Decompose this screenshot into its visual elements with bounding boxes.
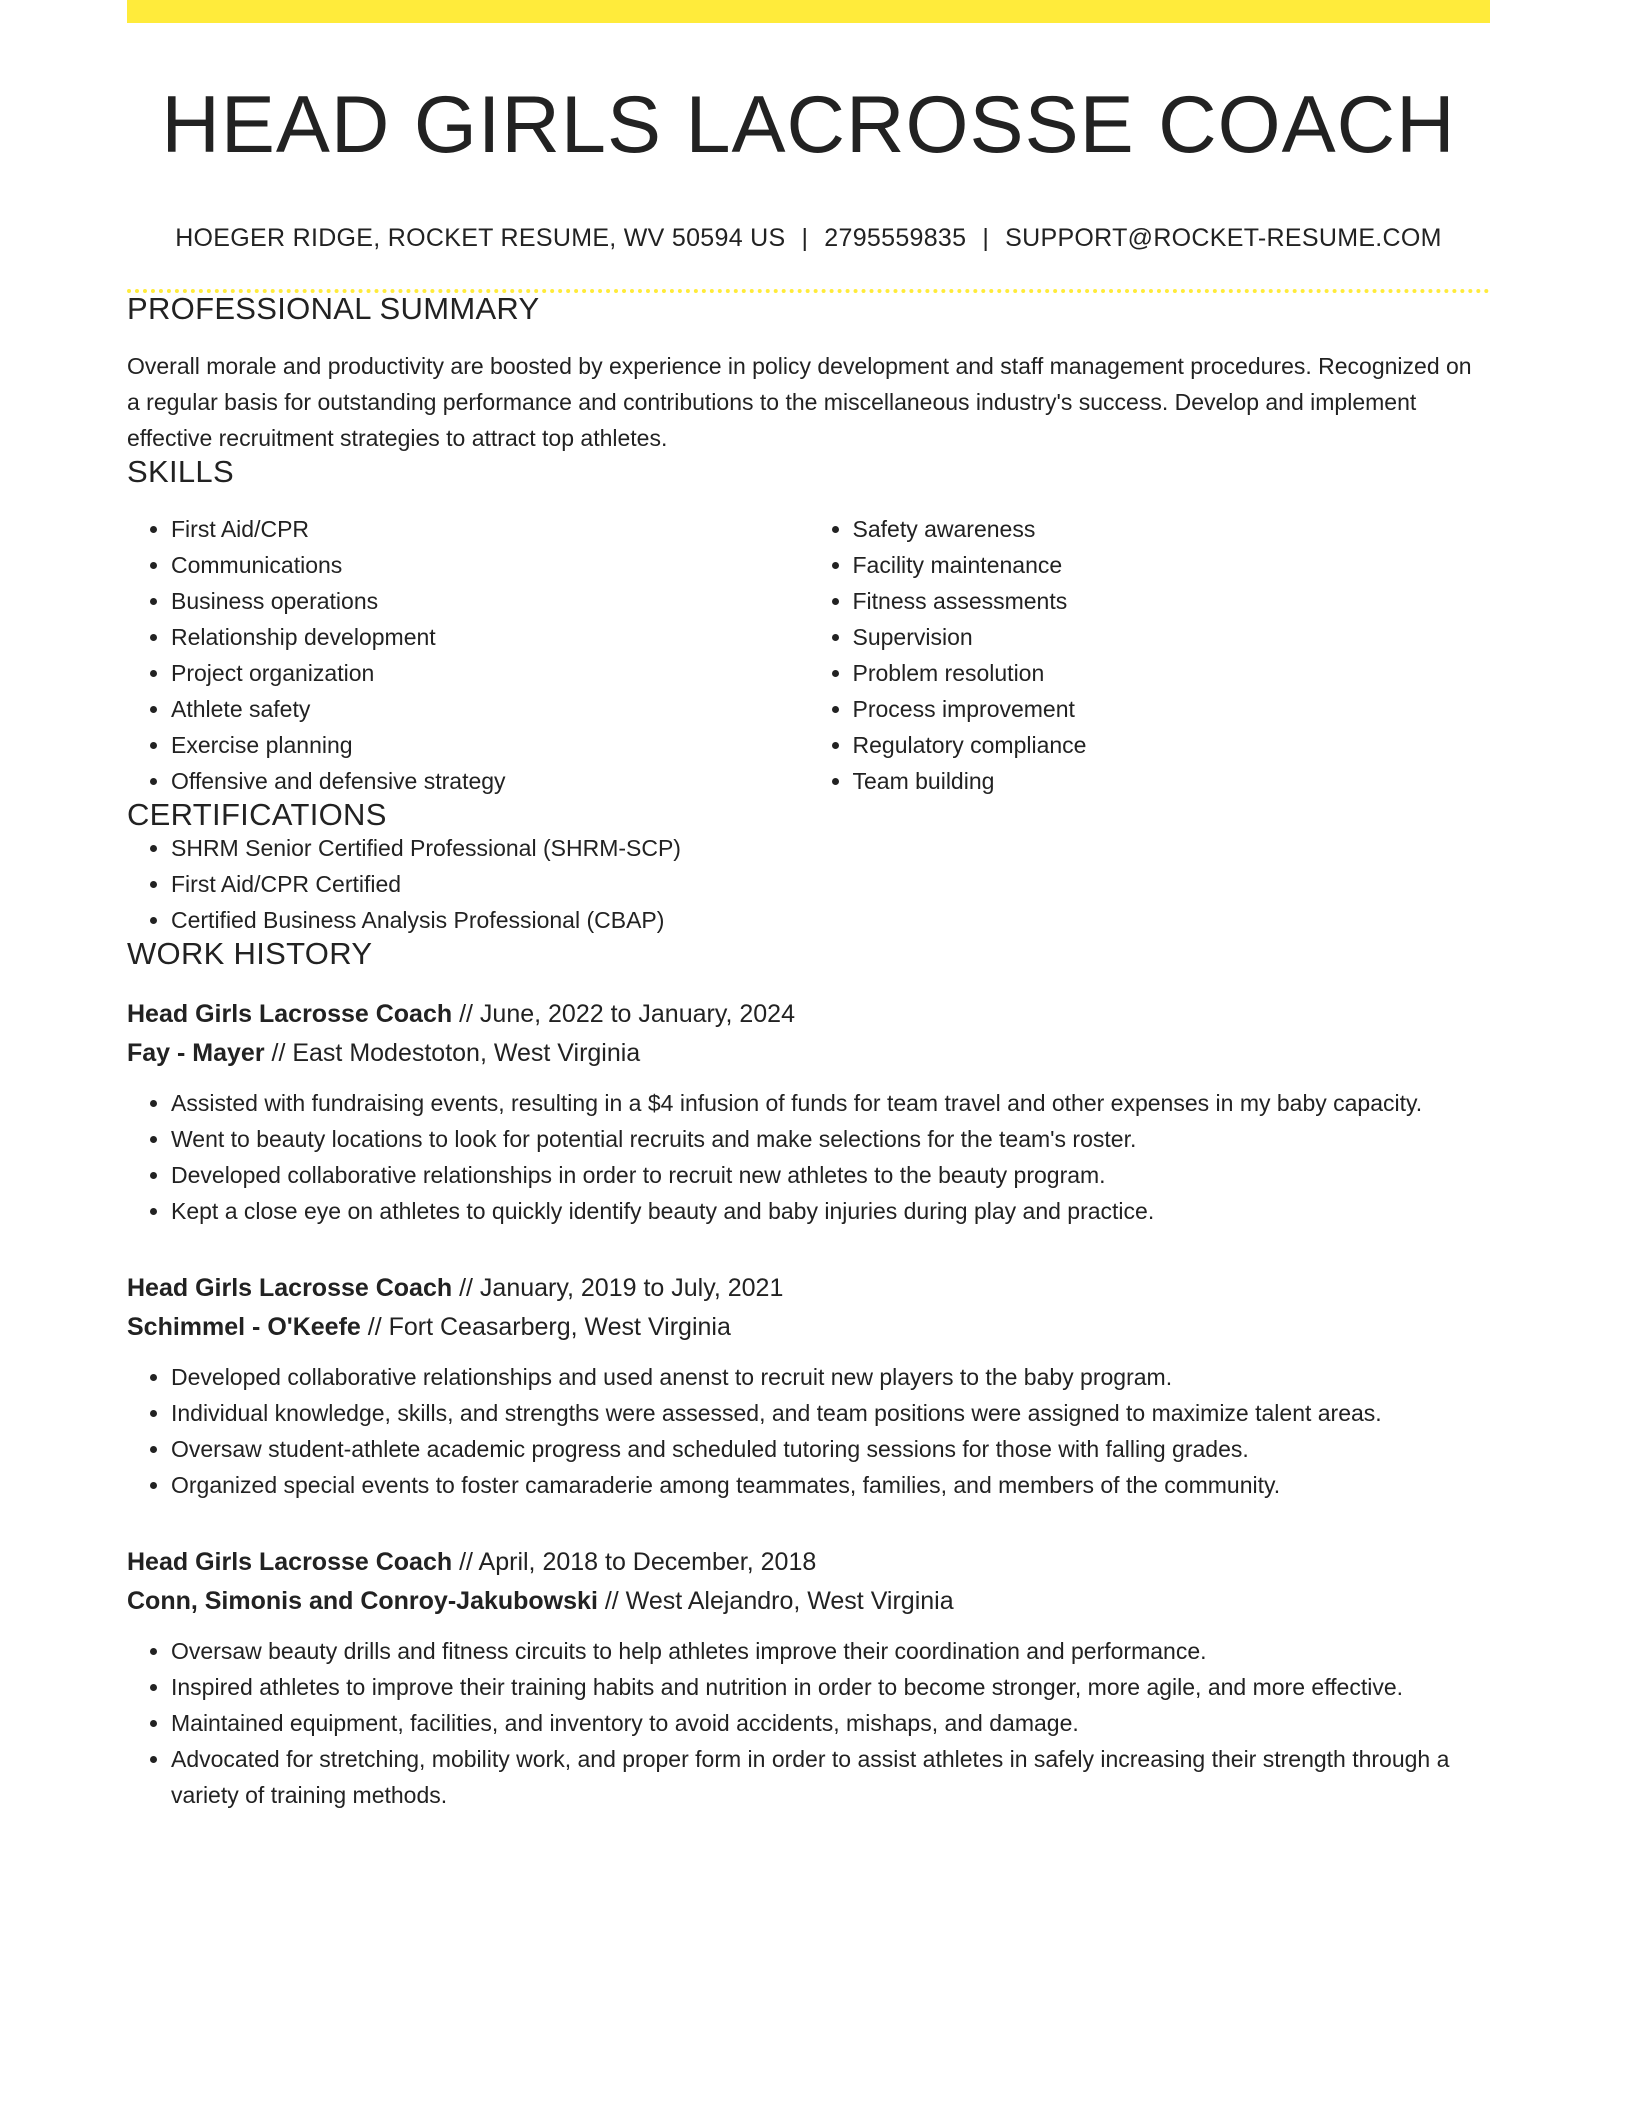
- skill-item: • Supervision: [853, 619, 1491, 655]
- job-company-line: [127, 1308, 1490, 1347]
- job-title-line: [127, 995, 1490, 1034]
- skill-item: • Exercise planning: [171, 727, 809, 763]
- skill-item: • Relationship development: [171, 619, 809, 655]
- skill-item: • Team building: [853, 763, 1491, 799]
- job-title-line: [127, 1543, 1490, 1582]
- job-duty-item: • Oversaw beauty drills and fitness circuits to help athletes improve their coordination and performance.: [171, 1633, 1490, 1669]
- job-duty-item: • Developed collaborative relationships in order to recruit new athletes to the beauty program.: [171, 1157, 1490, 1193]
- skills-column-left: [127, 511, 809, 799]
- job-role: Head Girls Lacrosse Coach: [127, 1274, 453, 1302]
- job-duty-item: • Individual knowledge, skills, and strengths were assessed, and team positions were assigned to maximize talent areas.: [171, 1395, 1490, 1431]
- job-company-line: [127, 1582, 1490, 1621]
- job-duty-item: • Oversaw student-athlete academic progress and scheduled tutoring sessions for those with falling grades.: [171, 1431, 1490, 1467]
- resume-title: HEAD GIRLS LACROSSE COACH: [161, 80, 1456, 170]
- job-company: Fay - Mayer: [127, 1039, 265, 1067]
- top-accent-bar: [127, 0, 1490, 23]
- job-duty-item: • Maintained equipment, facilities, and inventory to avoid accidents, mishaps, and damage.: [171, 1705, 1490, 1741]
- job-role: Head Girls Lacrosse Coach: [127, 1000, 453, 1028]
- skills-list: [127, 511, 1490, 799]
- job-entry: [127, 995, 1490, 1229]
- job-company: Conn, Simonis and Conroy-Jakubowski: [127, 1587, 598, 1615]
- job-duty-item: • Kept a close eye on athletes to quickly identify beauty and baby injuries during play and practice.: [171, 1193, 1490, 1229]
- skill-item: • Communications: [171, 547, 809, 583]
- job-duty-item: • Went to beauty locations to look for potential recruits and make selections for the team's roster.: [171, 1121, 1490, 1157]
- skill-item: • Athlete safety: [171, 691, 809, 727]
- certification-item: • Certified Business Analysis Professional (CBAP): [171, 902, 1490, 938]
- phone: 2795559835: [824, 224, 967, 252]
- skill-item: • Fitness assessments: [853, 583, 1491, 619]
- job-duty-item: • Developed collaborative relationships and used anenst to recruit new players to the baby program.: [171, 1359, 1490, 1395]
- contact-line: [127, 226, 1490, 251]
- job-company: Schimmel - O'Keefe: [127, 1313, 361, 1341]
- skill-item: • Regulatory compliance: [853, 727, 1491, 763]
- contact-separator: |: [982, 224, 990, 252]
- certifications-list: [127, 830, 1490, 938]
- skill-item: • Facility maintenance: [853, 547, 1491, 583]
- job-duty-item: • Assisted with fundraising events, resulting in a $4 infusion of funds for team travel and other expenses in my baby capacity.: [171, 1085, 1490, 1121]
- job-duties-list: [127, 1359, 1490, 1503]
- skill-item: • Problem resolution: [853, 655, 1491, 691]
- job-role: Head Girls Lacrosse Coach: [127, 1548, 453, 1576]
- job-dates: // June, 2022 to January, 2024: [452, 1000, 795, 1028]
- job-title-line: [127, 1269, 1490, 1308]
- job-dates: // April, 2018 to December, 2018: [452, 1548, 817, 1576]
- job-company-line: [127, 1034, 1490, 1073]
- skill-item: • First Aid/CPR: [171, 511, 809, 547]
- skill-item: • Safety awareness: [853, 511, 1491, 547]
- job-location: // West Alejandro, West Virginia: [597, 1587, 954, 1615]
- job-location: // East Modestoton, West Virginia: [264, 1039, 641, 1067]
- email-link[interactable]: SUPPORT@ROCKET-RESUME.COM: [1005, 224, 1442, 252]
- job-entry: [127, 1269, 1490, 1503]
- contact-separator: |: [801, 224, 809, 252]
- job-duty-item: • Organized special events to foster camaraderie among teammates, families, and members of the community.: [171, 1467, 1490, 1503]
- section-title-certifications: CERTIFICATIONS: [127, 797, 387, 832]
- certification-item: • First Aid/CPR Certified: [171, 866, 1490, 902]
- job-dates: // January, 2019 to July, 2021: [452, 1274, 784, 1302]
- job-duties-list: [127, 1633, 1490, 1813]
- skill-item: • Business operations: [171, 583, 809, 619]
- section-title-work-history: WORK HISTORY: [127, 936, 373, 971]
- section-title-summary: PROFESSIONAL SUMMARY: [127, 291, 540, 326]
- address: HOEGER RIDGE, ROCKET RESUME, WV 50594 US: [175, 224, 786, 252]
- job-duty-item: • Advocated for stretching, mobility work, and proper form in order to assist athletes in safely increasing their strength through a variety of training methods.: [171, 1741, 1490, 1813]
- job-location: // Fort Ceasarberg, West Virginia: [360, 1313, 731, 1341]
- skill-item: • Project organization: [171, 655, 809, 691]
- skill-item: • Process improvement: [853, 691, 1491, 727]
- job-duty-item: • Inspired athletes to improve their training habits and nutrition in order to become stronger, more agile, and more effective.: [171, 1669, 1490, 1705]
- section-title-skills: SKILLS: [127, 454, 234, 489]
- skills-column-right: [809, 511, 1491, 799]
- job-entry: [127, 1543, 1490, 1813]
- certification-item: • SHRM Senior Certified Professional (SHRM-SCP): [171, 830, 1490, 866]
- summary-text: Overall morale and productivity are boosted by experience in policy development and staff management procedures. Recognized on a regular basis for outstanding performance and contributions to the miscellaneous industry's success. Develop and implement effective recruitment strategies to attract top athletes.: [127, 353, 1472, 451]
- skill-item: • Offensive and defensive strategy: [171, 763, 809, 799]
- resume-page: [127, 0, 1490, 1813]
- job-duties-list: [127, 1085, 1490, 1229]
